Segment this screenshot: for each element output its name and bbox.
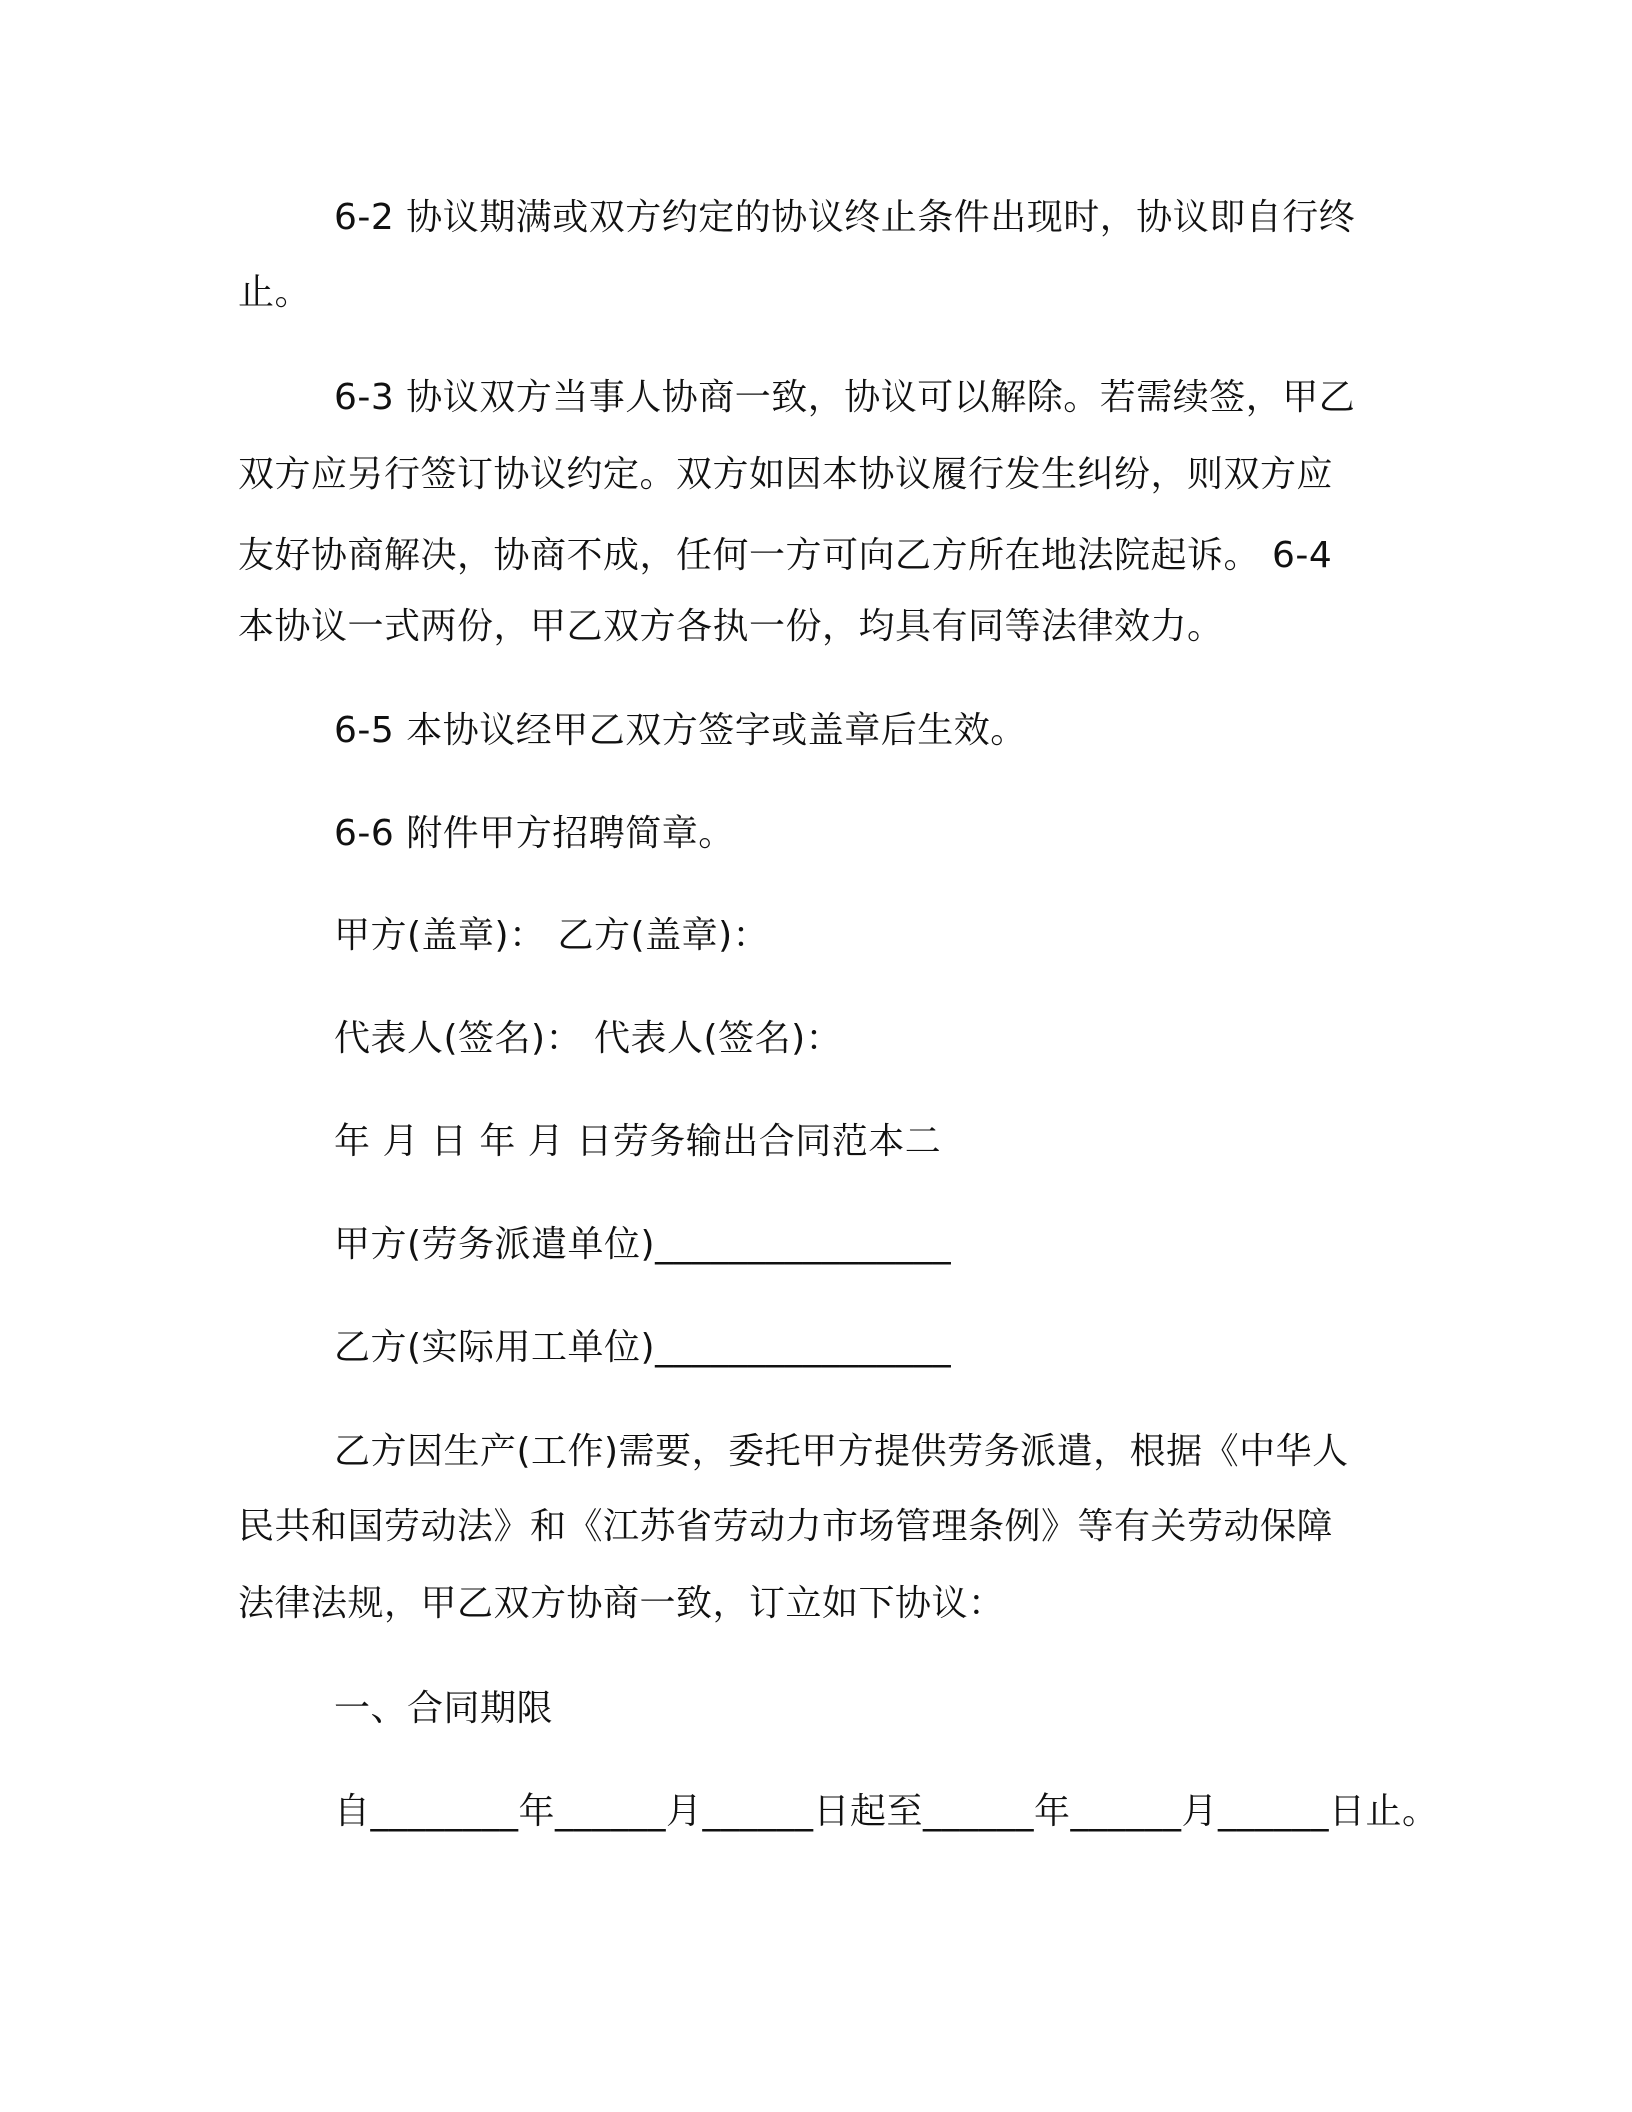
paragraph-6-3-line-3: 友好协商解决，协商不成，任何一方可向乙方所在地法院起诉。 6-4	[238, 535, 1333, 576]
party-b-field: 乙方(实际用工单位)________________	[334, 1327, 952, 1368]
section-heading-contract-term: 一、合同期限	[334, 1688, 554, 1729]
date-and-contract-title-line: 年 月 日 年 月 日劳务输出合同范本二	[334, 1121, 942, 1162]
paragraph-6-4-line: 本协议一式两份，甲乙双方各执一份，均具有同等法律效力。	[238, 606, 1224, 647]
paragraph-6-6: 6-6 附件甲方招聘简章。	[334, 813, 735, 854]
preamble-line-3: 法律法规，甲乙双方协商一致，订立如下协议：	[238, 1583, 1005, 1624]
preamble-line-2: 民共和国劳动法》和《江苏省劳动力市场管理条例》等有关劳动保障	[238, 1506, 1334, 1547]
contract-term-dates-line: 自________年______月______日起至______年______月______日止。	[334, 1791, 1439, 1832]
party-a-field: 甲方(劳务派遣单位)________________	[334, 1224, 952, 1265]
paragraph-6-3-line-1: 6-3 协议双方当事人协商一致，协议可以解除。若需续签，甲乙	[334, 377, 1356, 418]
preamble-line-1: 乙方因生产(工作)需要，委托甲方提供劳务派遣，根据《中华人	[334, 1431, 1349, 1472]
paragraph-6-5: 6-5 本协议经甲乙双方签字或盖章后生效。	[334, 710, 1027, 751]
representative-signature-line: 代表人(签名)： 代表人(签名)：	[334, 1018, 843, 1059]
seal-line: 甲方(盖章)： 乙方(盖章)：	[334, 915, 770, 956]
paragraph-6-2-line-1: 6-2 协议期满或双方约定的协议终止条件出现时，协议即自行终	[334, 197, 1356, 238]
paragraph-6-3-line-2: 双方应另行签订协议约定。双方如因本协议履行发生纠纷，则双方应	[238, 454, 1334, 495]
paragraph-6-2-line-2: 止。	[238, 272, 312, 313]
